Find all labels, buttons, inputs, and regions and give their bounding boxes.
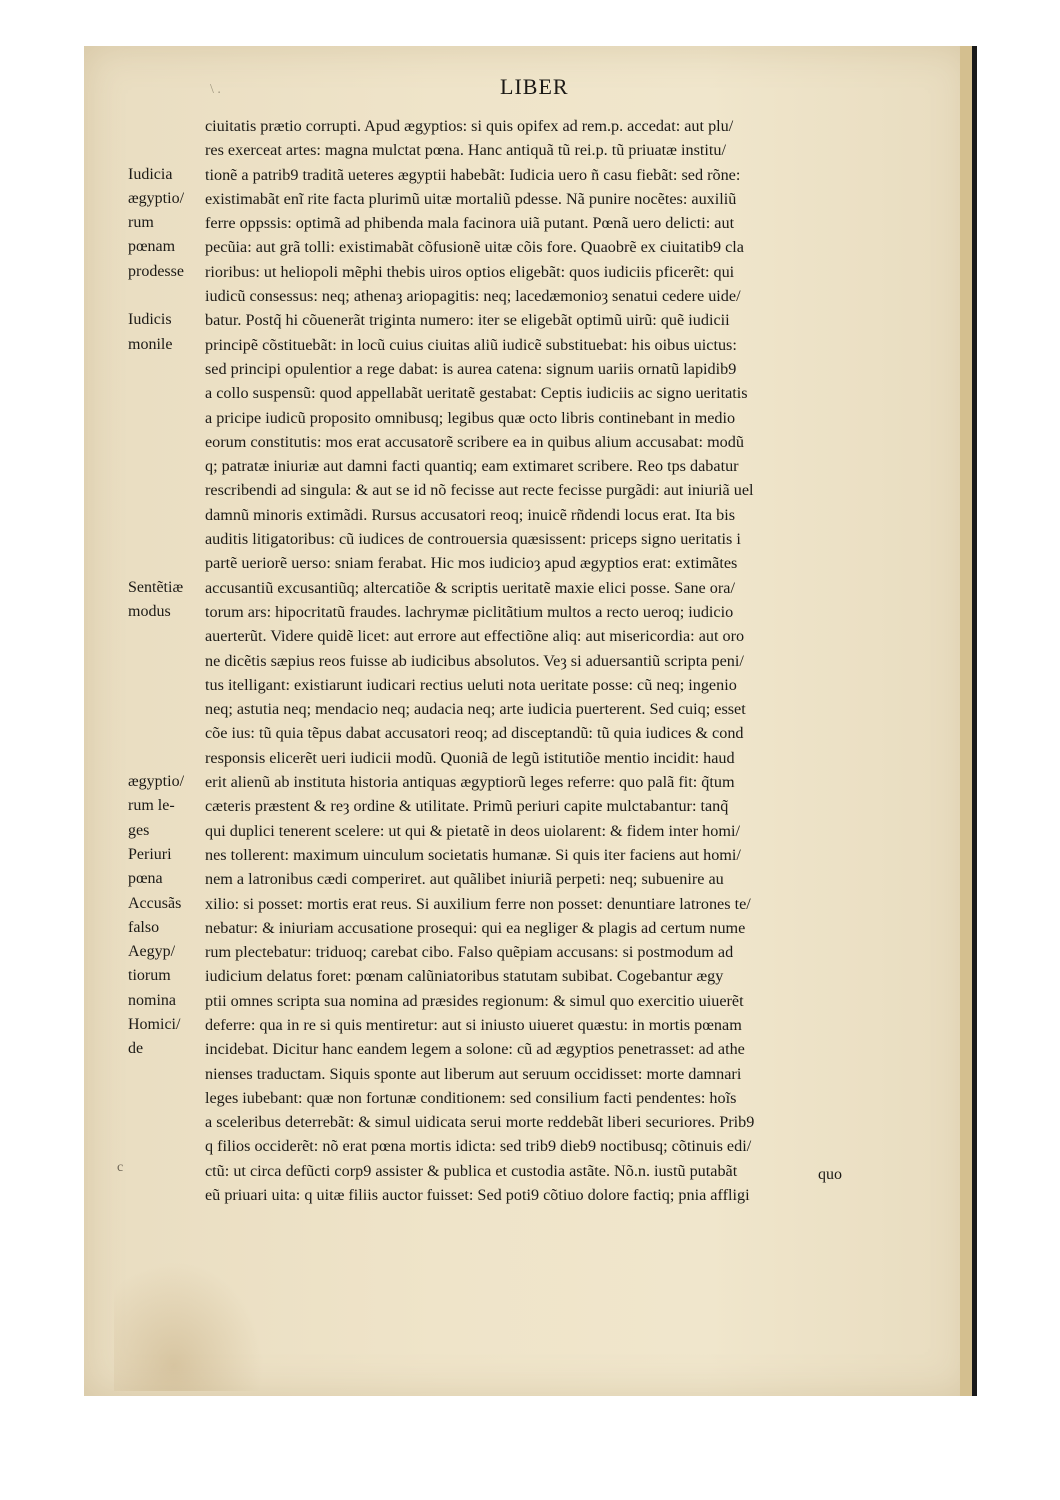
text-line: existimabãt enĩ rite facta plurimũ uitæ mortaliũ pdesse. Nã punire nocẽtes: auxiliũ xyxy=(205,189,737,208)
text-line: damnũ minoris extimãdi. Rursus accusatori reoq; inuicẽ rñdendi locus erat. Ita bis xyxy=(205,505,736,524)
text-line: nienses traductam. Siquis sponte aut liberum aut seruum occidisset: morte damnari xyxy=(205,1064,742,1083)
text-line: partẽ ueriorẽ uerso: sniam ferabat. Hic mos iudicioȝ apud ægyptios erat: extimãtes xyxy=(205,554,738,573)
marginal-note-line: ges xyxy=(128,821,150,839)
text-line: qui duplici tenerent scelere: ut qui & pietatẽ in deos uiolarent: & fidem inter homi/ xyxy=(205,821,740,840)
marginal-note xyxy=(128,308,208,357)
text-line: a collo suspensũ: quod appellabãt ueritatẽ gestabat: Ceptis iudiciis ac signo ueritatis xyxy=(205,384,748,403)
page-edge xyxy=(960,46,972,1396)
text-line: a sceleribus deterrebãt: & simul uidicata serui morte reddebãt liberi securiores. Prib9 xyxy=(205,1113,755,1132)
text-line: erit alienũ ab instituta historia antiquas ægyptiorũ leges referre: quo palã fit: q̃tum xyxy=(205,773,735,792)
text-line: ne dicẽtis sæpius reos fuisse ab iudicibus absolutos. Veȝ si aduersantiũ scripta peni/ xyxy=(205,651,744,670)
text-line: q filios occiderẽt: nõ erat pœna mortis idicta: sed trib9 dieb9 noctibusq; cõtinuis edi/ xyxy=(205,1137,752,1156)
marginal-note-line: nomina xyxy=(128,991,176,1009)
marginal-note-line: Sentẽtiæ xyxy=(128,578,184,596)
corner-stain xyxy=(114,1261,264,1391)
marginal-note xyxy=(128,576,208,625)
text-line: incidebat. Dicitur hanc eandem legem a solone: cũ ad ægyptios penetrasset: ad athe xyxy=(205,1040,745,1059)
text-line: cõe ius: tũ quia tẽpus dabat accusatori reoq; ad disceptandũ: tũ quia iudices & cond xyxy=(205,724,744,743)
main-text-block xyxy=(205,114,865,1207)
top-marks: \ . xyxy=(210,82,221,97)
marginal-note-line: Iudicis xyxy=(128,311,172,329)
text-line: nes tollerent: maximum uinculum societatis humanæ. Si quis iter faciens aut homi/ xyxy=(205,845,741,864)
marginal-note-line: rum le- xyxy=(128,797,175,815)
text-line: responsis elicerẽt ueri iudicii modũ. Quoniã de legũ istitutiõe mentio incidit: haud xyxy=(205,748,735,767)
marginal-note-line: ægyptio/ xyxy=(128,773,185,791)
text-line: sed principi opulentior a rege dabat: is aurea catena: signum uariis ornatũ lapidib9 xyxy=(205,359,737,378)
text-line: iudicũ consessus: neq; athenaȝ ariopagitis: neq; lacedæmonioȝ senatui cedere uide/ xyxy=(205,287,741,306)
text-line: eorum constitutis: mos erat accusatorẽ scribere ea in quibus alium accusabat: modũ xyxy=(205,432,744,451)
marginal-note-line: monile xyxy=(128,335,173,353)
text-line: tionẽ a patrib9 traditã ueteres ægyptii habebãt: Iudicia uero ñ casu fiebãt: sed rõne: xyxy=(205,165,741,184)
marginal-note-line: Iudicia xyxy=(128,165,173,183)
marginal-note xyxy=(128,163,208,284)
marginal-note-line: modus xyxy=(128,602,171,620)
text-line: xilio: si posset: mortis erat reus. Si auxilium ferre non posset: denuntiare latrones te/ xyxy=(205,894,751,913)
marginal-note-line: tiorum xyxy=(128,967,171,985)
marginal-note-line: de xyxy=(128,1040,144,1058)
text-line: principẽ cõstituebãt: in locũ cuius ciuitas aliũ iudicẽ substituebat: his oibus uictus: xyxy=(205,335,737,354)
text-line: ctũ: ut circa defũcti corp9 assister & publica et custodia astãte. Nõ.n. iustũ putabãt xyxy=(205,1161,738,1180)
text-line: cæteris præstent & reȝ ordine & utilitate. Primũ periuri capite mulctabantur: tanq̃ xyxy=(205,797,729,816)
marginal-note-line: Accusãs xyxy=(128,894,182,912)
text-line: auditis litigatoribus: cũ iudices de controuersia quæsissent: priceps signo ueritatis i xyxy=(205,530,741,549)
text-line: tus itelligant: existiarunt iudicari rectius ueluti nota ueritate posse: cũ neq; ingenio xyxy=(205,675,737,694)
marginal-note-line: Aegyp/ xyxy=(128,943,176,961)
text-line: leges iubebant: quæ non fortunæ conditionem: sed consilium facti pendentes: hoĩs xyxy=(205,1088,737,1107)
text-line: a pricipe iudicũ proposito omnibusq; legibus quæ octo libris continebant in medio xyxy=(205,408,736,427)
marginal-note xyxy=(128,770,208,1062)
marginal-note-line: pœnam xyxy=(128,238,176,256)
text-line: ciuitatis prætio corrupti. Apud ægyptios: si quis opifex ad rem.p. accedat: aut plu/ xyxy=(205,117,734,135)
text-line: q; patratæ iniuriæ aut damni facti quantiq; eam extimaret scribere. Reo tps dabatur xyxy=(205,457,739,476)
text-line: deferre: qua in re si quis mentiretur: aut si iniusto uiueret quæstu: in mortis pœnam xyxy=(205,1015,742,1034)
marginal-note-line: pœna xyxy=(128,870,163,888)
text-line: rioribus: ut heliopoli mẽphi thebis uiros optios eligebãt: quos iudiciis pficerẽt: qui xyxy=(205,262,735,281)
corner-mark: c xyxy=(117,1160,124,1175)
text-line: nem a latronibus cædi comperiret. aut quãlibet iniuriã perpeti: neq; subuenire au xyxy=(205,870,724,889)
text-line: iudicium delatus foret: pœnam calũniatoribus statutam subibat. Cogebantur ægy xyxy=(205,967,724,986)
text-line: pecũia: aut grã tolli: existimabãt cõfusionẽ uitæ cõis fore. Quaobrẽ ex ciuitatib9 cla xyxy=(205,238,744,257)
marginal-note-line: ægyptio/ xyxy=(128,189,185,207)
running-header: LIBER xyxy=(500,74,569,99)
text-line: eũ priuari uita: q uitæ filiis auctor fuisset: Sed poti9 cõtiuo dolore factiq; pnia affligi xyxy=(205,1186,750,1205)
text-line: res exerceat artes: magna mulctat pœna. Hanc antiquã tũ rei.p. tũ priuatæ institu/ xyxy=(205,141,726,160)
text-line: batur. Postq̃ hi cõuenerãt triginta numero: iter se eligebãt optimũ uirũ: quẽ iudicii xyxy=(205,311,730,330)
text-line: rescribendi ad singula: & aut se id nõ fecisse aut recte fecisse purgãdi: aut iniuriã uel xyxy=(205,481,754,500)
text-line: neq; astutia neq; mendacio neq; audacia neq; arte iudicia puerterent. Sed cuiq; esset xyxy=(205,700,746,719)
text-line: ptii omnes scripta sua nomina ad præsides regionum: & simul quo exercitio uiuerẽt xyxy=(205,991,744,1010)
marginal-note-line: prodesse xyxy=(128,262,184,280)
marginal-note-line: falso xyxy=(128,918,160,936)
text-line: torum ars: hipocritatũ fraudes. lachrymæ piclitãtium multos a recto ueroq; iudicio xyxy=(205,602,734,621)
marginal-note-line: Homici/ xyxy=(128,1016,181,1034)
text-line: ferre oppssis: optimã ad phibenda mala facinora uiã putant. Pœnã uero delicti: aut xyxy=(205,214,735,233)
text-line: nebatur: & iniuriam accusatione prosequi: qui ea negliger & plagis ad certum nume xyxy=(205,918,746,937)
marginal-note-line: Periuri xyxy=(128,845,172,863)
catchword: quo xyxy=(818,1166,842,1183)
text-line: accusantiũ excusantiũq; altercatiõe & scriptis ueritatẽ maxie elici posse. Sane ora/ xyxy=(205,578,735,597)
text-line: auerterũt. Videre quidẽ licet: aut errore aut effectiõne aliq: aut misericordia: aut oro xyxy=(205,627,745,646)
text-line: rum plectebatur: triduoq; carebat cibo. Falso quẽpiam accusans: si postmodum ad xyxy=(205,943,734,962)
marginal-note-line: rum xyxy=(128,214,154,232)
